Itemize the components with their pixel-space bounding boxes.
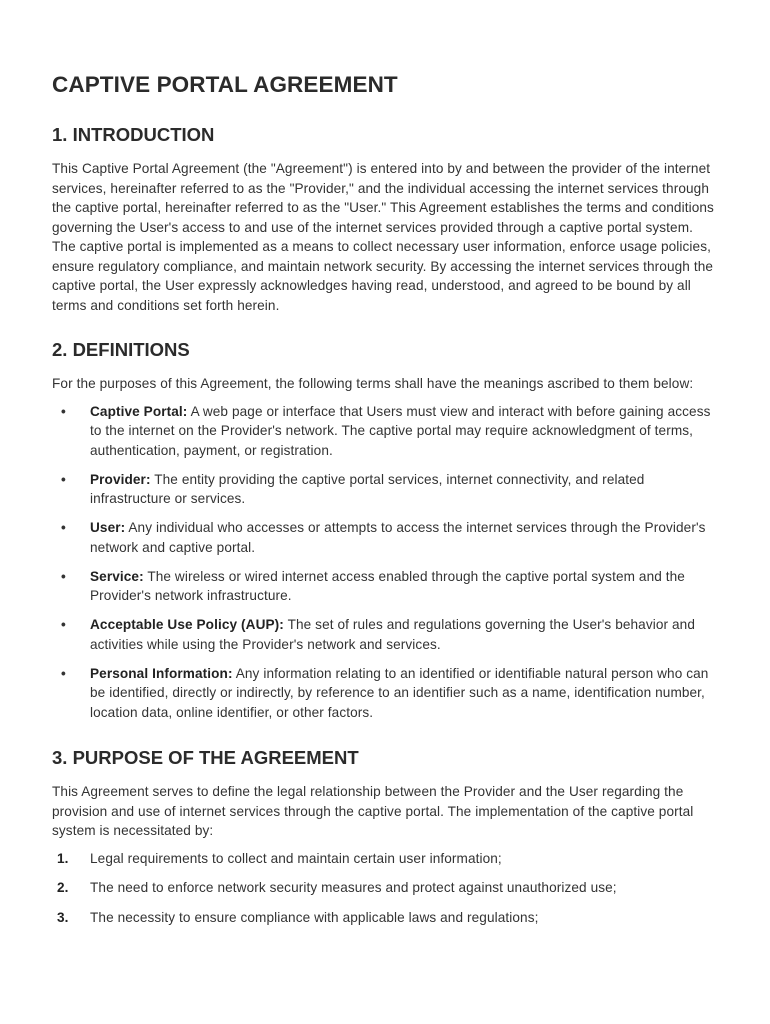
bullet-icon: • — [61, 665, 66, 681]
definition-item — [52, 615, 718, 654]
list-number: 3. — [57, 909, 69, 925]
definition-text: The set of rules and regulations governing the User's behavior and activities while using the Provider's network and services. — [90, 617, 695, 652]
definition-term: Acceptable Use Policy (AUP): — [90, 617, 284, 632]
bullet-icon: • — [61, 471, 66, 487]
purpose-item — [52, 908, 718, 928]
section-heading-purpose: 3. PURPOSE OF THE AGREEMENT — [52, 747, 359, 768]
definition-term: Captive Portal: — [90, 403, 188, 419]
definition-text: Any information relating to an identified or identifiable natural person who can be identified, directly or indirectly, by reference to an identifier such as a name, identification number, location data, online identifier, or other factors. — [90, 665, 709, 720]
list-number: 1. — [57, 850, 69, 866]
definition-item — [52, 567, 718, 606]
definition-item — [52, 664, 718, 723]
section-purpose — [52, 745, 718, 927]
purpose-text: Legal requirements to collect and maintain certain user information; — [90, 850, 502, 866]
purpose-list — [52, 849, 718, 928]
purpose-item — [52, 849, 718, 869]
purpose-text: The necessity to ensure compliance with applicable laws and regulations; — [90, 909, 539, 925]
bullet-icon: • — [61, 617, 66, 632]
definitions-list — [52, 402, 718, 723]
definition-text: A web page or interface that Users must view and interact with before gaining access to the internet on the Provider's network. The captive portal may require acknowledgment of terms, authentication, payment, or registration. — [90, 403, 711, 458]
definition-term: Personal Information: — [90, 665, 233, 681]
definition-item — [52, 518, 718, 557]
bullet-icon: • — [61, 403, 66, 419]
definition-item — [52, 470, 718, 509]
purpose-paragraph: This Agreement serves to define the legal relationship between the Provider and the User regarding the provision and use of internet services through the captive portal. The implementation of the captive portal system is necessitated by: — [52, 784, 694, 838]
purpose-text: The need to enforce network security measures and protect against unauthorized use; — [90, 880, 617, 895]
definition-term: Provider: — [90, 471, 151, 487]
purpose-item — [52, 878, 718, 898]
definition-item — [52, 402, 718, 461]
definition-text: The wireless or wired internet access enabled through the captive portal system and the Provider's network infrastructure. — [90, 568, 685, 603]
bullet-icon: • — [61, 520, 66, 535]
definition-text: The entity providing the captive portal services, internet connectivity, and related infrastructure or services. — [90, 471, 645, 506]
definitions-intro: For the purposes of this Agreement, the following terms shall have the meanings ascribed to them below: — [52, 376, 694, 391]
definition-term: Service: — [90, 568, 144, 584]
section-definitions — [52, 337, 718, 722]
definition-term: User: — [90, 520, 126, 535]
section-introduction — [52, 122, 718, 315]
introduction-paragraph: This Captive Portal Agreement (the "Agreement") is entered into by and between the provider of the internet services, hereinafter referred to as the "Provider," and the individual accessing the internet services through the captive portal, hereinafter referred to as the "User." This Agreement establishes the terms and conditions governing the User's access to and use of the internet services provided through a captive portal system. The captive portal is implemented as a means to collect necessary user information, enforce usage policies, ensure regulatory compliance, and maintain network security. By accessing the internet services through the captive portal, the User expressly acknowledges having read, understood, and agreed to be bound by all terms and conditions set forth herein. — [52, 161, 714, 313]
bullet-icon: • — [61, 568, 66, 584]
document-title: CAPTIVE PORTAL AGREEMENT — [52, 72, 398, 97]
section-heading-definitions: 2. DEFINITIONS — [52, 339, 190, 360]
list-number: 2. — [57, 880, 69, 895]
definition-text: Any individual who accesses or attempts to access the internet services through the Provider's network and captive portal. — [90, 520, 706, 555]
section-heading-introduction: 1. INTRODUCTION — [52, 124, 215, 145]
